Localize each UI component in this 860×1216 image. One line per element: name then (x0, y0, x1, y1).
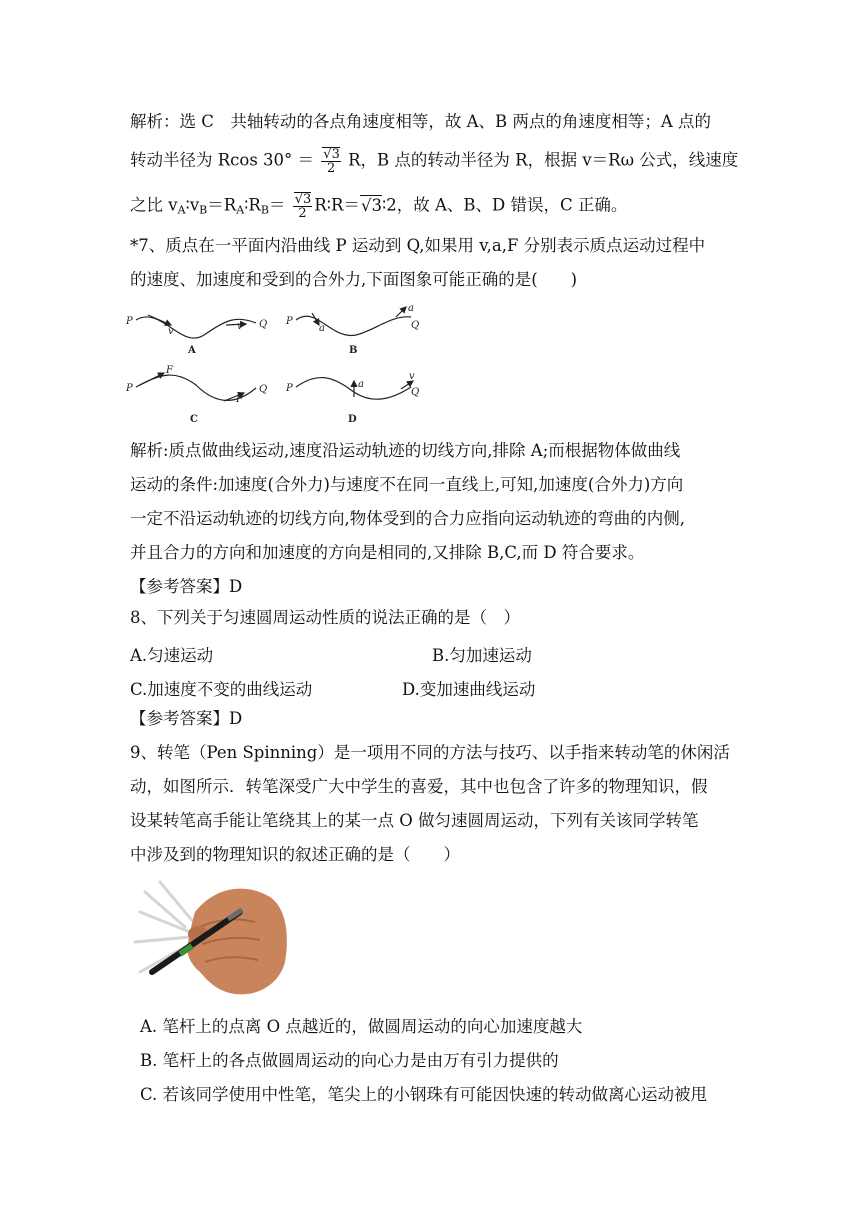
label-P: P (286, 383, 293, 394)
q6-l3-f: R∶R＝ (314, 195, 360, 215)
q6-l3-e: ＝ (268, 195, 286, 215)
sqrt-symbol: √ 3 (322, 147, 340, 161)
q7-analysis-line-3: 一定不沿运动轨迹的切线方向,物体受到的合力应指向运动轨迹的弯曲的内侧, (130, 509, 685, 528)
sqrt-symbol: √ 3 (294, 192, 312, 206)
sub-B: B (199, 203, 208, 217)
label-v: v (409, 371, 415, 382)
sub-B2: B (260, 203, 269, 217)
q7-analysis-line-1: 解析:质点做曲线运动,速度沿运动轨迹的切线方向,排除 A;而根据物体做曲线 (130, 441, 681, 460)
figure-D (285, 371, 419, 425)
q8-option-D: D.变加速曲线运动 (402, 680, 536, 699)
q9-option-A: A. 笔杆上的点离 O 点越近的，做圆周运动的向心加速度越大 (140, 1017, 583, 1036)
q9-stem-line-1: 9、转笔（Pen Spinning）是一项用不同的方法与技巧、以手指来转动笔的休闲活 (130, 743, 730, 762)
q6-l2-text-a: 转动半径为 Rcos 30° ＝ (130, 150, 315, 170)
q9-option-C: C. 若该同学使用中性笔，笔尖上的小钢珠有可能因快速的转动做离心运动被甩 (140, 1085, 708, 1104)
q6-fraction-sqrt3-over-2 (321, 147, 341, 175)
q9-stem-line-4: 中涉及到的物理知识的叙述正确的是（ ） (130, 845, 460, 864)
label-P: P (286, 316, 293, 327)
q9-stem-line-3: 设某转笔高手能让笔绕其上的某一点 O 做匀速圆周运动，下列有关该同学转笔 (130, 811, 699, 830)
q7-analysis-line-2: 运动的条件:加速度(合外力)与速度不在同一直线上,可知,加速度(合外力)方向 (130, 475, 684, 494)
sub-A2: A (236, 203, 245, 217)
figure-B (285, 305, 419, 356)
q8-stem: 8、下列关于匀速圆周运动性质的说法正确的是（ ） (130, 608, 520, 627)
q8-answer: 【参考答案】D (130, 709, 243, 728)
q8-option-C: C.加速度不变的曲线运动 (130, 680, 313, 699)
figure-A (126, 315, 267, 356)
label-a: a (358, 379, 364, 390)
figure-label-B: B (349, 345, 358, 356)
figure-label-A: A (188, 345, 196, 356)
sqrt-symbol: √ 3 (360, 195, 382, 216)
q6-l3-d: ∶R (244, 195, 261, 215)
label-Q: Q (259, 319, 268, 330)
q7-stem-line-2: 的速度、加速度和受到的合外力,下面图象可能正确的是( ) (130, 270, 578, 289)
q7-analysis-line-4: 并且合力的方向和加速度的方向是相同的,又排除 B,C,而 D 符合要求。 (130, 543, 645, 562)
q6-l2-text-b: R，B 点的转动半径为 R，根据 v＝Rω 公式，线速度 (348, 150, 739, 170)
label-v: v (168, 326, 174, 337)
label-F: F (236, 394, 243, 405)
q6-l3-g: ∶2，故 A、B、D 错误，C 正确。 (381, 195, 628, 215)
q6-analysis-line-3 (130, 192, 627, 221)
q7-curve-figures (126, 305, 426, 430)
q7-stem-line-1: *7、质点在一平面内沿曲线 P 运动到 Q,如果用 v,a,F 分别表示质点运动过程中 (130, 236, 706, 255)
q7-answer: 【参考答案】D (130, 577, 243, 596)
force-arrow (140, 373, 164, 385)
sub-A: A (177, 203, 186, 217)
acceleration-arrow (312, 313, 319, 325)
velocity-arrow (148, 315, 171, 325)
label-P: P (126, 383, 133, 394)
acceleration-arrow (396, 307, 406, 317)
q8-option-A: A.匀速运动 (130, 646, 214, 665)
velocity-arrow (226, 324, 246, 325)
label-Q: Q (411, 387, 420, 398)
label-Q: Q (259, 384, 268, 395)
q6-analysis-line-2 (130, 147, 738, 175)
label-F: F (166, 365, 173, 376)
q6-l3-b: ∶v (185, 195, 200, 215)
q9-stem-line-2: 动，如图所示．转笔深受广大中学生的喜爱，其中也包含了许多的物理知识，假 (130, 777, 708, 796)
q6-l3-a: 之比 v (130, 195, 178, 215)
pen-spinning-photo (130, 872, 290, 1002)
figure-label-C: C (190, 414, 198, 425)
figure-label-D: D (348, 414, 357, 425)
fraction-denominator: 2 (298, 206, 307, 221)
label-a: a (408, 305, 414, 314)
q6-l3-c: ＝R (207, 195, 237, 215)
label-a: a (319, 323, 325, 334)
label-Q: Q (411, 320, 420, 331)
label-P: P (126, 316, 133, 327)
fraction-denominator: 2 (326, 161, 336, 176)
figure-C (126, 365, 267, 425)
q8-option-B: B.匀加速运动 (432, 646, 532, 665)
q6-l3-fraction (293, 192, 313, 220)
label-v: v (237, 321, 243, 332)
q6-analysis-line-1: 解析：选 C 共轴转动的各点角速度相等，故 A、B 两点的角速度相等；A 点的 (130, 112, 712, 131)
q9-option-B: B. 笔杆上的各点做圆周运动的向心力是由万有引力提供的 (140, 1051, 559, 1070)
